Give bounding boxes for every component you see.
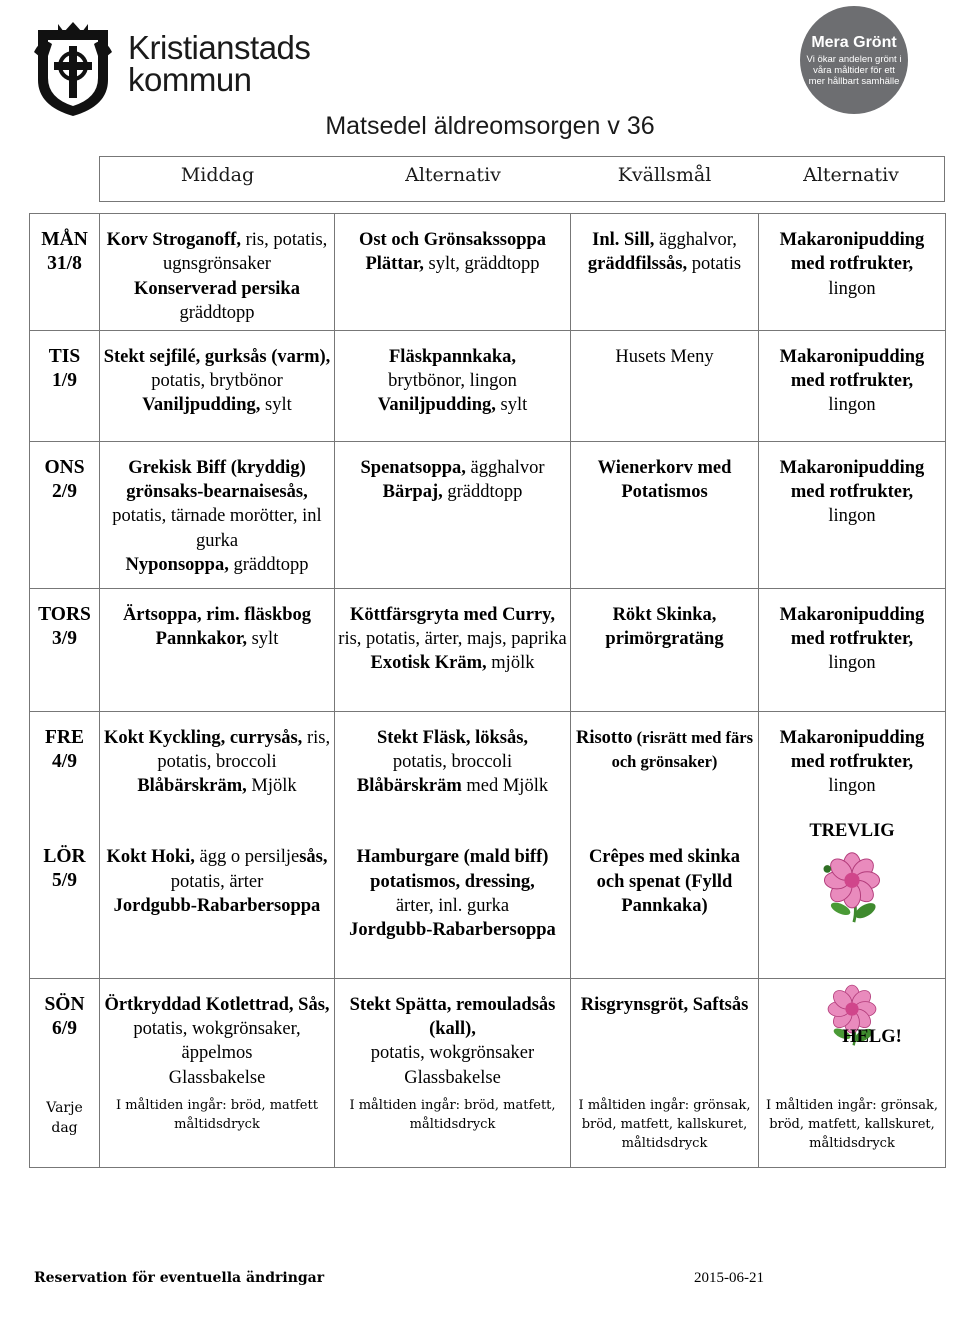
alternativ-2-cell: HELG! bbox=[759, 978, 946, 1094]
kvallsmal-cell: Husets Meny bbox=[571, 330, 759, 441]
column-header-alternativ-2: Alternativ bbox=[803, 164, 899, 186]
badge-title: Mera Grönt bbox=[811, 34, 897, 51]
middag-cell: Ärtsoppa, rim. fläskbog Pannkakor, sylt bbox=[100, 588, 335, 711]
middag-cell: Korv Stroganoff, ris, potatis, ugnsgrönsaker Konserverad persika gräddtopp bbox=[100, 214, 335, 331]
alternativ-2-cell: Makaronipudding med rotfrukter, lingon bbox=[759, 330, 946, 441]
day-cell: MÅN 31/8 bbox=[30, 214, 100, 331]
menu-table bbox=[29, 213, 946, 1168]
crest-icon bbox=[32, 22, 114, 118]
day-cell: LÖR 5/9 bbox=[30, 833, 100, 978]
table-row bbox=[30, 214, 946, 331]
day-cell: TORS 3/9 bbox=[30, 588, 100, 711]
day-cell: ONS 2/9 bbox=[30, 441, 100, 588]
kvallsmal-cell: Risgrynsgröt, Saftsås bbox=[571, 978, 759, 1094]
document-date: 2015-06-21 bbox=[694, 1270, 764, 1286]
column-header-alternativ: Alternativ bbox=[405, 164, 501, 186]
everyday-middag-cell: I måltiden ingår: bröd, matfett måltidsdryck bbox=[100, 1094, 335, 1167]
column-header-kvallsmal: Kvällsmål bbox=[617, 164, 712, 186]
table-row bbox=[30, 978, 946, 1094]
middag-cell: Kokt Hoki, ägg o persiljesås, potatis, ärter Jordgubb-Rabarbersoppa bbox=[100, 833, 335, 978]
alternativ-cell: Stekt Fläsk, löksås, potatis, broccoli Blåbärskräm med Mjölk bbox=[335, 711, 571, 833]
alternativ-cell: Fläskpannkaka, brytbönor, lingon Vaniljpudding, sylt bbox=[335, 330, 571, 441]
kvallsmal-cell: Crêpes med skinka och spenat (Fylld Pannkaka) bbox=[571, 833, 759, 978]
everyday-alternativ-2-cell: I måltiden ingår: grönsak, bröd, matfett, kallskuret, måltidsdryck bbox=[759, 1094, 946, 1167]
day-cell: SÖN 6/9 bbox=[30, 978, 100, 1094]
kvallsmal-cell: Rökt Skinka, primörgratäng bbox=[571, 588, 759, 711]
alternativ-2-cell: Makaronipudding med rotfrukter, lingon bbox=[759, 214, 946, 331]
alternativ-cell: Köttfärsgryta med Curry, ris, potatis, ärter, majs, paprika Exotisk Kräm, mjölk bbox=[335, 588, 571, 711]
alternativ-cell: Hamburgare (mald biff) potatismos, dressing, ärter, inl. gurka Jordgubb-Rabarbersoppa bbox=[335, 833, 571, 978]
alternativ-cell: Spenatsoppa, ägghalvor Bärpaj, gräddtopp bbox=[335, 441, 571, 588]
middag-cell: Örtkryddad Kotlettrad, Sås, potatis, wokgrönsaker, äppelmos Glassbakelse bbox=[100, 978, 335, 1094]
day-cell: TIS 1/9 bbox=[30, 330, 100, 441]
column-header-bar bbox=[99, 156, 945, 202]
logo-line-2: kommun bbox=[128, 61, 252, 98]
table-row bbox=[30, 588, 946, 711]
table-row bbox=[30, 833, 946, 978]
kommun-logo bbox=[32, 22, 332, 122]
middag-cell: Grekisk Biff (kryddig) grönsaks-bearnaisesås, potatis, tärnade morötter, inl gurka Nyponsoppa, gräddtopp bbox=[100, 441, 335, 588]
alternativ-cell: Ost och Grönsakssoppa Plättar, sylt, gräddtopp bbox=[335, 214, 571, 331]
kvallsmal-cell: Risotto (risrätt med färs och grönsaker) bbox=[571, 711, 759, 833]
kvallsmal-cell: Wienerkorv med Potatismos bbox=[571, 441, 759, 588]
kvallsmal-cell: Inl. Sill, ägghalvor, gräddfilssås, potatis bbox=[571, 214, 759, 331]
everyday-label-cell: Varje dag bbox=[30, 1094, 100, 1167]
alternativ-2-cell: Makaronipudding med rotfrukter, lingon bbox=[759, 588, 946, 711]
badge-subtitle: Vi ökar andelen grönt i våra måltider för ett mer hållbart samhälle bbox=[806, 54, 902, 87]
middag-cell: Kokt Kyckling, currysås, ris, potatis, broccoli Blåbärskräm, Mjölk bbox=[100, 711, 335, 833]
alternativ-2-cell: Makaronipudding med rotfrukter, lingon bbox=[759, 711, 946, 833]
logo-line-1: Kristianstads bbox=[128, 29, 311, 66]
everyday-kvallsmal-cell: I måltiden ingår: grönsak, bröd, matfett, kallskuret, måltidsdryck bbox=[571, 1094, 759, 1167]
mera-gront-badge bbox=[800, 6, 908, 114]
alternativ-2-cell: TREVLIG bbox=[759, 819, 946, 964]
alternativ-2-cell: Makaronipudding med rotfrukter, lingon bbox=[759, 441, 946, 588]
flower-icon bbox=[814, 848, 890, 924]
alternativ-cell: Stekt Spätta, remouladsås (kall), potatis, wokgrönsaker Glassbakelse bbox=[335, 978, 571, 1094]
everyday-alternativ-cell: I måltiden ingår: bröd, matfett, måltidsdryck bbox=[335, 1094, 571, 1167]
day-cell: FRE 4/9 bbox=[30, 711, 100, 833]
middag-cell: Stekt sejfilé, gurksås (varm), potatis, brytbönor Vaniljpudding, sylt bbox=[100, 330, 335, 441]
page-title: Matsedel äldreomsorgen v 36 bbox=[325, 112, 655, 140]
table-row bbox=[30, 1094, 946, 1167]
reservation-note: Reservation för eventuella ändringar bbox=[34, 1270, 325, 1286]
table-row bbox=[30, 330, 946, 441]
column-header-middag: Middag bbox=[180, 164, 255, 186]
table-row bbox=[30, 711, 946, 833]
table-row bbox=[30, 441, 946, 588]
